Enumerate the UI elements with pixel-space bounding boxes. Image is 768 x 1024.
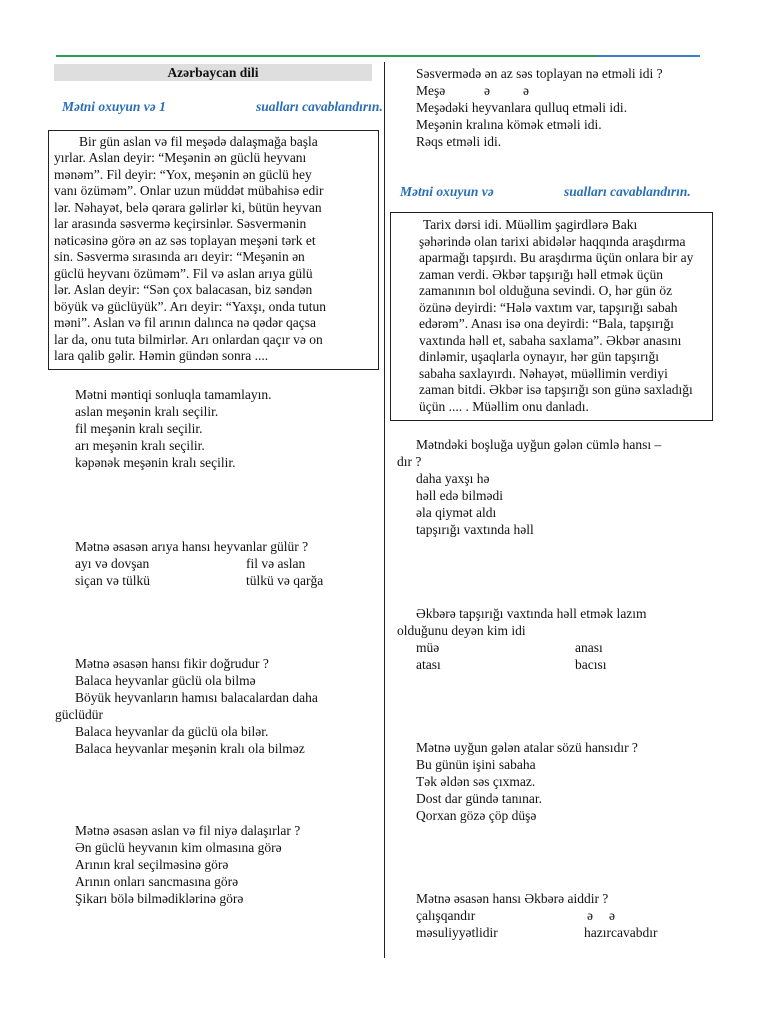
question-prompt: Mətnə əsasən hansı fikir doğrudur ? bbox=[75, 656, 269, 671]
answer-option[interactable]: Arının onları sancmasına görə bbox=[75, 874, 239, 889]
question-prompt: Mətni məntiqi sonluqla tamamlayın. bbox=[75, 387, 272, 402]
answer-option[interactable]: Rəqs etməli idi. bbox=[416, 134, 502, 149]
passage-line: yırlar. Aslan deyir: “Meşənin ən güclü heyvanı bbox=[54, 150, 307, 165]
passage-line: edərəm”. Anası isə ona deyirdi: “Bala, tapşırığı bbox=[419, 316, 674, 331]
answer-option-continuation: güclüdür bbox=[55, 707, 103, 722]
passage-line: sin. Səsvermə sırasında arı deyir: “Meşənin ən bbox=[54, 249, 305, 264]
answer-option[interactable]: Meşənin kralına kömək etməli idi. bbox=[416, 117, 602, 132]
question-prompt: Mətndəki boşluğa uyğun gələn cümlə hansı – bbox=[416, 437, 662, 452]
question-prompt: Mətnə əsasən hansı Əkbərə aiddir ? bbox=[416, 891, 609, 906]
question-prompt: Mətnə əsasən arıya hansı heyvanlar gülür ? bbox=[75, 539, 309, 554]
passage-line: üçün .... . Müəllim onu danladı. bbox=[419, 399, 589, 414]
answer-option[interactable]: Ən güclü heyvanın kim olmasına görə bbox=[75, 840, 282, 855]
answer-option[interactable]: Dost dar gündə tanınar. bbox=[416, 791, 542, 806]
answer-option[interactable]: çalışqandır bbox=[416, 908, 476, 923]
answer-option[interactable]: arı meşənin kralı seçilir. bbox=[75, 438, 205, 453]
answer-option[interactable]: Arının kral seçilməsinə görə bbox=[75, 857, 229, 872]
passage-line: Tarix dərsi idi. Müəllim şagirdlərə Bakı bbox=[423, 217, 638, 232]
answer-option[interactable]: Şikarı bölə bilmədiklərinə görə bbox=[75, 891, 244, 906]
passage-line: şəhərində olan tarixi abidələr haqqında araşdırma bbox=[419, 234, 686, 249]
question-prompt: Səsvermədə ən az səs toplayan nə etməli idi ? bbox=[416, 66, 663, 81]
question-prompt: Əkbərə tapşırığı vaxtında həll etmək lazım bbox=[416, 606, 647, 621]
passage-line: lər. Nəhayət, belə qərara gəlirlər ki, bütün heyvan bbox=[54, 200, 322, 215]
left-instruction-part2: sualları cavablandırın. bbox=[256, 99, 383, 114]
passage-line: lara qalib gəlir. Həmin gündən sonra .... bbox=[54, 348, 269, 363]
passage-line: güclü heyvanı özüməm”. Fil və aslan arıya gülü bbox=[54, 266, 313, 281]
answer-option[interactable]: ayı və dovşan bbox=[75, 556, 150, 571]
answer-option[interactable]: Meşə bbox=[416, 83, 446, 98]
answer-option-fragment: ə bbox=[484, 83, 490, 98]
answer-option[interactable]: daha yaxşı hə bbox=[416, 471, 490, 486]
question-prompt: Mətnə əsasən aslan və fil niyə dalaşırlar ? bbox=[75, 823, 301, 838]
left-passage-box bbox=[48, 130, 379, 370]
right-instruction-part2: sualları cavablandırın. bbox=[564, 184, 691, 199]
answer-option[interactable]: hazırcavabdır bbox=[584, 925, 658, 940]
passage-line: məni”. Aslan və fil arının dalınca nə qədər qaçsa bbox=[54, 315, 317, 330]
passage-line: vanı özüməm”. Onlar uzun müddət mübahisə edir bbox=[54, 183, 324, 198]
answer-option[interactable]: tülkü və qarğa bbox=[246, 573, 324, 588]
question-prompt-continuation: dır ? bbox=[397, 454, 422, 469]
passage-line: vaxtında həll et, sabaha saxlama”. Əkbər anasını bbox=[419, 333, 682, 348]
answer-option[interactable]: kəpənək meşənin kralı seçilir. bbox=[75, 455, 236, 470]
question-prompt-continuation: olduğunu deyən kim idi bbox=[397, 623, 526, 638]
answer-option[interactable]: tapşırığı vaxtında həll bbox=[416, 522, 534, 537]
answer-option[interactable]: Balaca heyvanlar güclü ola bilmə bbox=[75, 673, 256, 688]
passage-line: özünə deyirdi: “Hələ vaxtım var, tapşırığı sabah bbox=[419, 300, 678, 315]
passage-line: lar da, onu tuta bilmirlər. Arı onlardan qaçır və on bbox=[54, 332, 323, 347]
passage-line: mənəm”. Fil deyir: “Yox, meşənin ən güclü hey bbox=[54, 167, 312, 182]
passage-line: böyük və güclüyük”. Arı deyir: “Yaxşı, onda tutun bbox=[54, 299, 326, 314]
answer-option[interactable]: Balaca heyvanlar meşənin kralı ola bilməz bbox=[75, 741, 305, 756]
answer-option[interactable]: Balaca heyvanlar da güclü ola bilər. bbox=[75, 724, 269, 739]
right-instruction-part1: Mətni oxuyun və bbox=[400, 184, 494, 199]
answer-option[interactable]: əla qiymət aldı bbox=[416, 505, 497, 520]
passage-line: nəticəsinə görə ən az səs toplayan meşəni tərk et bbox=[54, 233, 316, 248]
passage-line: dinləmir, uşaqlarla oynayır, hər gün tapşırığı bbox=[419, 349, 659, 364]
left-instruction-part1: Mətni oxuyun və 1 bbox=[62, 99, 166, 114]
answer-option[interactable]: Tək əldən səs çıxmaz. bbox=[416, 774, 536, 789]
answer-option[interactable]: aslan meşənin kralı seçilir. bbox=[75, 404, 219, 419]
answer-option[interactable]: məsuliyyətlidir bbox=[416, 925, 498, 940]
passage-line: aparmağı tapşırdı. Bu araşdırma üçün onlara bir ay bbox=[419, 250, 694, 265]
subject-title: Azərbaycan dili bbox=[167, 65, 259, 80]
answer-option[interactable]: atası bbox=[416, 657, 441, 672]
answer-option[interactable]: Bu günün işini sabaha bbox=[416, 757, 536, 772]
answer-option[interactable]: siçan və tülkü bbox=[75, 573, 150, 588]
answer-option[interactable]: həll edə bilmədi bbox=[416, 488, 503, 503]
passage-line: lər. Aslan deyir: “Sən çox balacasan, biz səndən bbox=[54, 282, 313, 297]
question-prompt: Mətnə uyğun gələn atalar sözü hansıdır ? bbox=[416, 740, 638, 755]
passage-line: Bir gün aslan və fil meşədə dalaşmağa başla bbox=[79, 134, 318, 149]
answer-option[interactable]: Böyük heyvanların hamısı balacalardan daha bbox=[75, 690, 318, 705]
top-rule bbox=[56, 55, 700, 57]
answer-option-fragment: ə bbox=[609, 908, 615, 923]
right-passage-box bbox=[390, 212, 713, 421]
answer-option-fragment: ə bbox=[587, 908, 593, 923]
answer-option[interactable]: Meşədəki heyvanlara qulluq etməli idi. bbox=[416, 100, 628, 115]
passage-line: zaman verdi. Əkbər tapşırığı həll etmək üçün bbox=[419, 267, 664, 282]
answer-option[interactable]: bacısı bbox=[575, 657, 607, 672]
answer-option[interactable]: müə bbox=[416, 640, 440, 655]
passage-line: lar arasında səsvermə keçirsinlər. Səsvermənin bbox=[54, 216, 307, 231]
passage-line: zaman bitdi. Əkbər isə tapşırığı son günə saxladığı bbox=[419, 382, 693, 397]
answer-option[interactable]: Qorxan gözə çöp düşə bbox=[416, 808, 537, 823]
answer-option[interactable]: anası bbox=[575, 640, 603, 655]
passage-line: zamanının bol olduğuna sevindi. O, hər gün öz bbox=[419, 283, 673, 298]
column-divider bbox=[384, 62, 385, 958]
answer-option[interactable]: fil və aslan bbox=[246, 556, 306, 571]
answer-option[interactable]: fil meşənin kralı seçilir. bbox=[75, 421, 203, 436]
passage-line: sabaha saxlayırdı. Nəhayət, müəllimin verdiyi bbox=[419, 366, 668, 381]
answer-option-fragment: ə bbox=[523, 83, 529, 98]
